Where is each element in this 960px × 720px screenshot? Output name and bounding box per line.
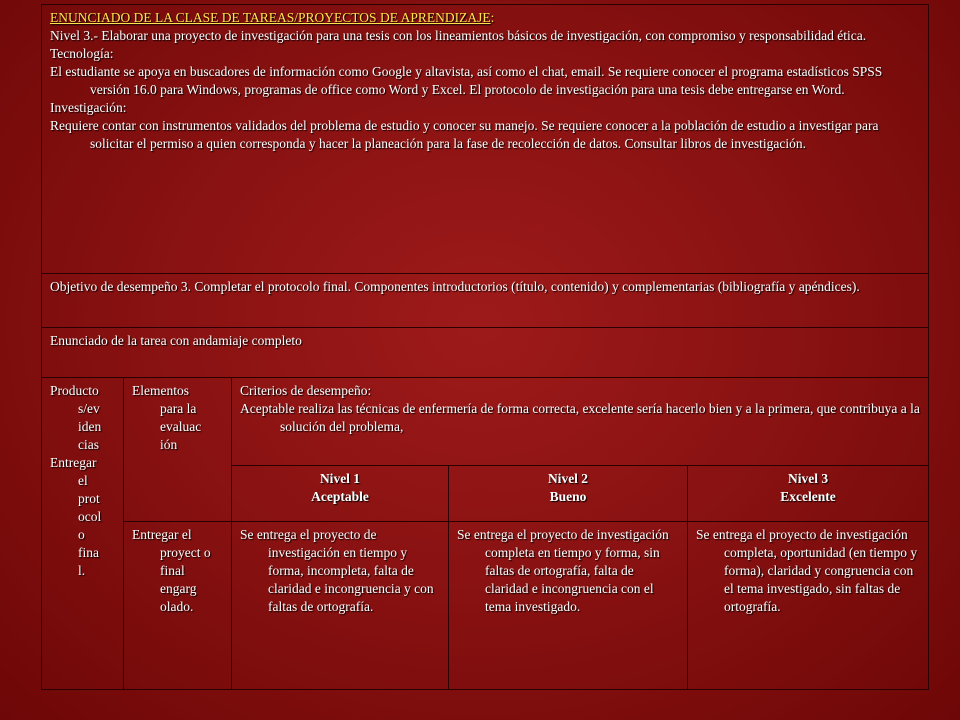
investigacion-label: Investigación: (50, 100, 127, 115)
nivel-1-desc: Se entrega el proyecto de investigación en tiempo y forma, incompleta, falta de claridad e incongruencia y con faltas de ortografía. (240, 527, 434, 614)
criterios-label: Criterios de desempeño: (240, 383, 372, 398)
nivel-3-desc: Se entrega el proyecto de investigación completa, oportunidad (en tiempo y forma), claridad y congruencia con el tema investigado, sin faltas de ortografía. (696, 527, 918, 614)
investigacion-text: Requiere contar con instrumentos validados del problema de estudio y conocer su manejo. Se requiere conocer a la población de estudio a investigar para solicitar el permiso a quien corresponda y hacer la planeación para la fase de recolección de datos. Consultar libros de investigación. (50, 118, 879, 151)
nivel-2-desc-cell (449, 522, 688, 690)
objetivo-text: Objetivo de desempeño 3. Completar el protocolo final. Componentes introductorios (título, contenido) y complementarias (bibliografía y apéndices). (50, 279, 860, 294)
nivel-3-title: Nivel 3 (787, 471, 829, 486)
tecnologia-text: El estudiante se apoya en buscadores de información como Google y altavista, así como el chat, email. Se requiere conocer el programa estadísticos SPSS versión 16.0 para Windows, programas de office como Word y Excel. El protocolo de investigación para una tesis debe entregarse en Word. (50, 64, 883, 97)
producto-text: Entregar el prot ocol o fina l. (50, 455, 102, 578)
title-text: ENUNCIADO DE LA CLASE DE TAREAS/PROYECTOS DE APRENDIZAJE (50, 10, 491, 25)
nivel-2-subtitle: Bueno (549, 489, 587, 504)
elementos-text: Entregar el proyect o final engarg olado. (132, 527, 211, 614)
nivel-1-subtitle: Aceptable (311, 489, 369, 504)
nivel-3-header (688, 466, 929, 522)
criterios-cell (232, 378, 929, 466)
objetivo-cell (42, 274, 929, 328)
producto-label: Producto s/ev iden cias (50, 383, 102, 452)
enunciado-text: Enunciado de la tarea con andamiaje completo (50, 333, 302, 348)
tecnologia-label: Tecnología: (50, 46, 114, 61)
nivel-3-desc-cell (688, 522, 929, 690)
nivel-3-subtitle: Excelente (780, 489, 836, 504)
nivel-1-title: Nivel 1 (319, 471, 361, 486)
elementos-text-cell (124, 522, 232, 690)
title-colon: : (490, 10, 495, 25)
rubric-table (41, 4, 929, 690)
nivel-2-desc: Se entrega el proyecto de investigación completa en tiempo y forma, sin faltas de ortografía, falta de claridad e incongruencia con el tema investigado. (457, 527, 669, 614)
nivel-2-title: Nivel 2 (547, 471, 589, 486)
nivel-text: Nivel 3.- Elaborar una proyecto de investigación para una tesis con los lineamientos básicos de investigación, con compromiso y responsabilidad ética. (50, 28, 867, 43)
nivel-2-header (449, 466, 688, 522)
elementos-label-cell (124, 378, 232, 522)
header-cell (42, 5, 929, 274)
elementos-label: Elementos para la evaluac ión (132, 383, 202, 452)
enunciado-cell (42, 328, 929, 378)
nivel-1-header (232, 466, 449, 522)
page-title (50, 9, 920, 27)
nivel-1-desc-cell (232, 522, 449, 690)
criterios-text: Aceptable realiza las técnicas de enfermería de forma correcta, excelente sería hacerlo bien y a la primera, que contribuya a la solución del problema, (240, 401, 920, 434)
producto-cell (42, 378, 124, 690)
